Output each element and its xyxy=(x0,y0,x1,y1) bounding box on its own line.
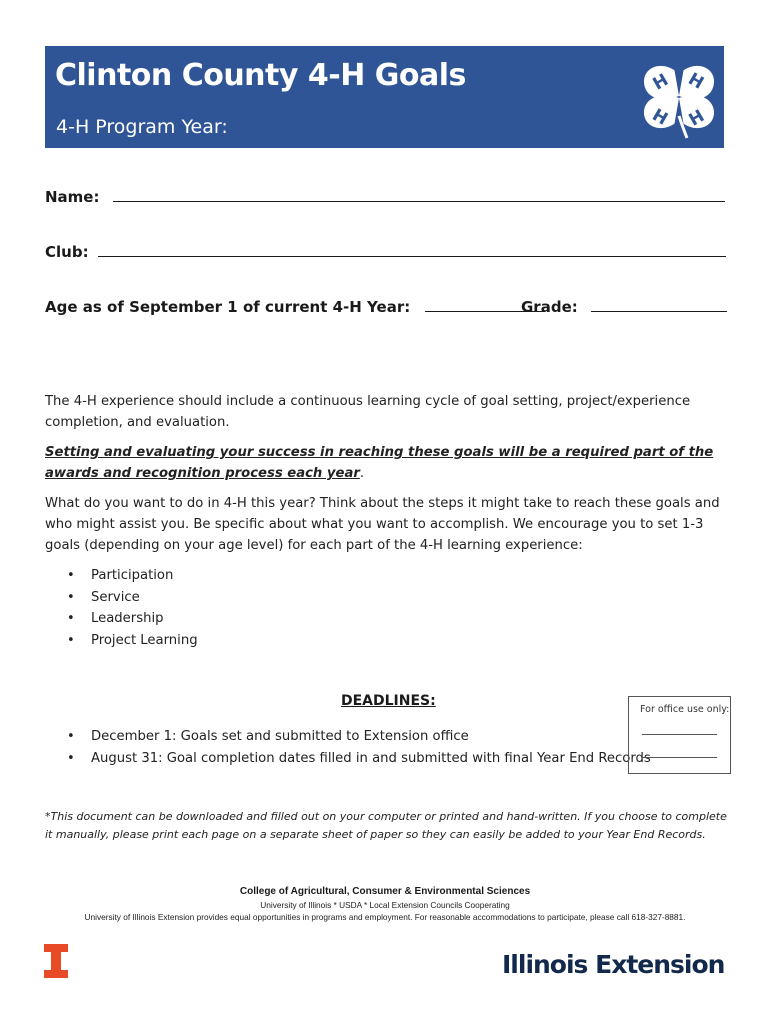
office-use-line[interactable] xyxy=(642,734,717,735)
svg-text:H: H xyxy=(684,69,707,94)
grade-field[interactable] xyxy=(591,297,727,312)
name-label: Name: xyxy=(45,188,100,206)
age-label: Age as of September 1 of current 4-H Year: xyxy=(45,298,411,316)
footer-equal-opportunity: University of Illinois Extension provides equal opportunities in programs and employment. For reasonable accommodations to participate, please call 618-327-8881. xyxy=(84,912,686,922)
requirement-emphasis: Setting and evaluating your success in reaching these goals will be a required part of the awards and recognition process each year xyxy=(45,445,714,481)
name-field[interactable] xyxy=(113,187,725,202)
list-item: • Service xyxy=(45,587,198,609)
office-use-line[interactable] xyxy=(642,757,717,758)
requirement-period: . xyxy=(359,466,365,481)
footer-college: College of Agricultural, Consumer & Environmental Sciences xyxy=(239,886,531,897)
grade-field-row xyxy=(521,297,727,316)
name-field-row xyxy=(45,187,725,206)
list-item: • Project Learning xyxy=(45,630,198,652)
grade-label: Grade: xyxy=(521,298,578,316)
requirement-paragraph xyxy=(45,442,725,484)
age-field-row xyxy=(45,297,545,316)
download-note: *This document can be downloaded and filled out on your computer or printed and hand-written. If you choose to complete it manually, please print each page on a separate sheet of paper so they can easily be added to your Year End Records. xyxy=(45,810,727,841)
list-item: • August 31: Goal completion dates filled in and submitted with final Year End Records xyxy=(45,748,651,770)
club-field-row xyxy=(45,242,726,261)
club-label: Club: xyxy=(45,243,89,261)
intro-paragraph: The 4-H experience should include a continuous learning cycle of goal setting, project/experience completion, and evaluation. xyxy=(45,394,691,430)
svg-text:H: H xyxy=(648,105,671,130)
4h-clover-icon xyxy=(639,56,719,140)
list-item: • Leadership xyxy=(45,608,198,630)
illinois-extension-logo: Illinois Extension xyxy=(502,950,725,979)
deadlines-list xyxy=(45,726,651,769)
list-item: • Participation xyxy=(45,565,198,587)
club-field[interactable] xyxy=(98,242,726,257)
office-use-label: For office use only: xyxy=(640,704,730,715)
illinois-block-i-icon xyxy=(44,944,68,978)
page-title: Clinton County 4-H Goals xyxy=(55,58,466,93)
deadlines-heading: DEADLINES: xyxy=(341,693,436,709)
office-use-box xyxy=(628,696,731,774)
header-banner xyxy=(45,46,724,148)
footer-cooperation: University of Illinois * USDA * Local Extension Councils Cooperating xyxy=(260,900,510,910)
goal-areas-list xyxy=(45,565,198,651)
instructions-paragraph: What do you want to do in 4-H this year? Think about the steps it might take to reach these goals and who might assist you. Be specific about what you want to accomplish. We encourage you to set 1-3 goals (depending on your age level) for each part of the 4-H learning experience: xyxy=(45,496,720,553)
svg-text:H: H xyxy=(685,106,708,131)
list-item: • December 1: Goals set and submitted to Extension office xyxy=(45,726,651,748)
program-year-label: 4-H Program Year: xyxy=(56,116,228,138)
svg-text:H: H xyxy=(649,70,672,95)
